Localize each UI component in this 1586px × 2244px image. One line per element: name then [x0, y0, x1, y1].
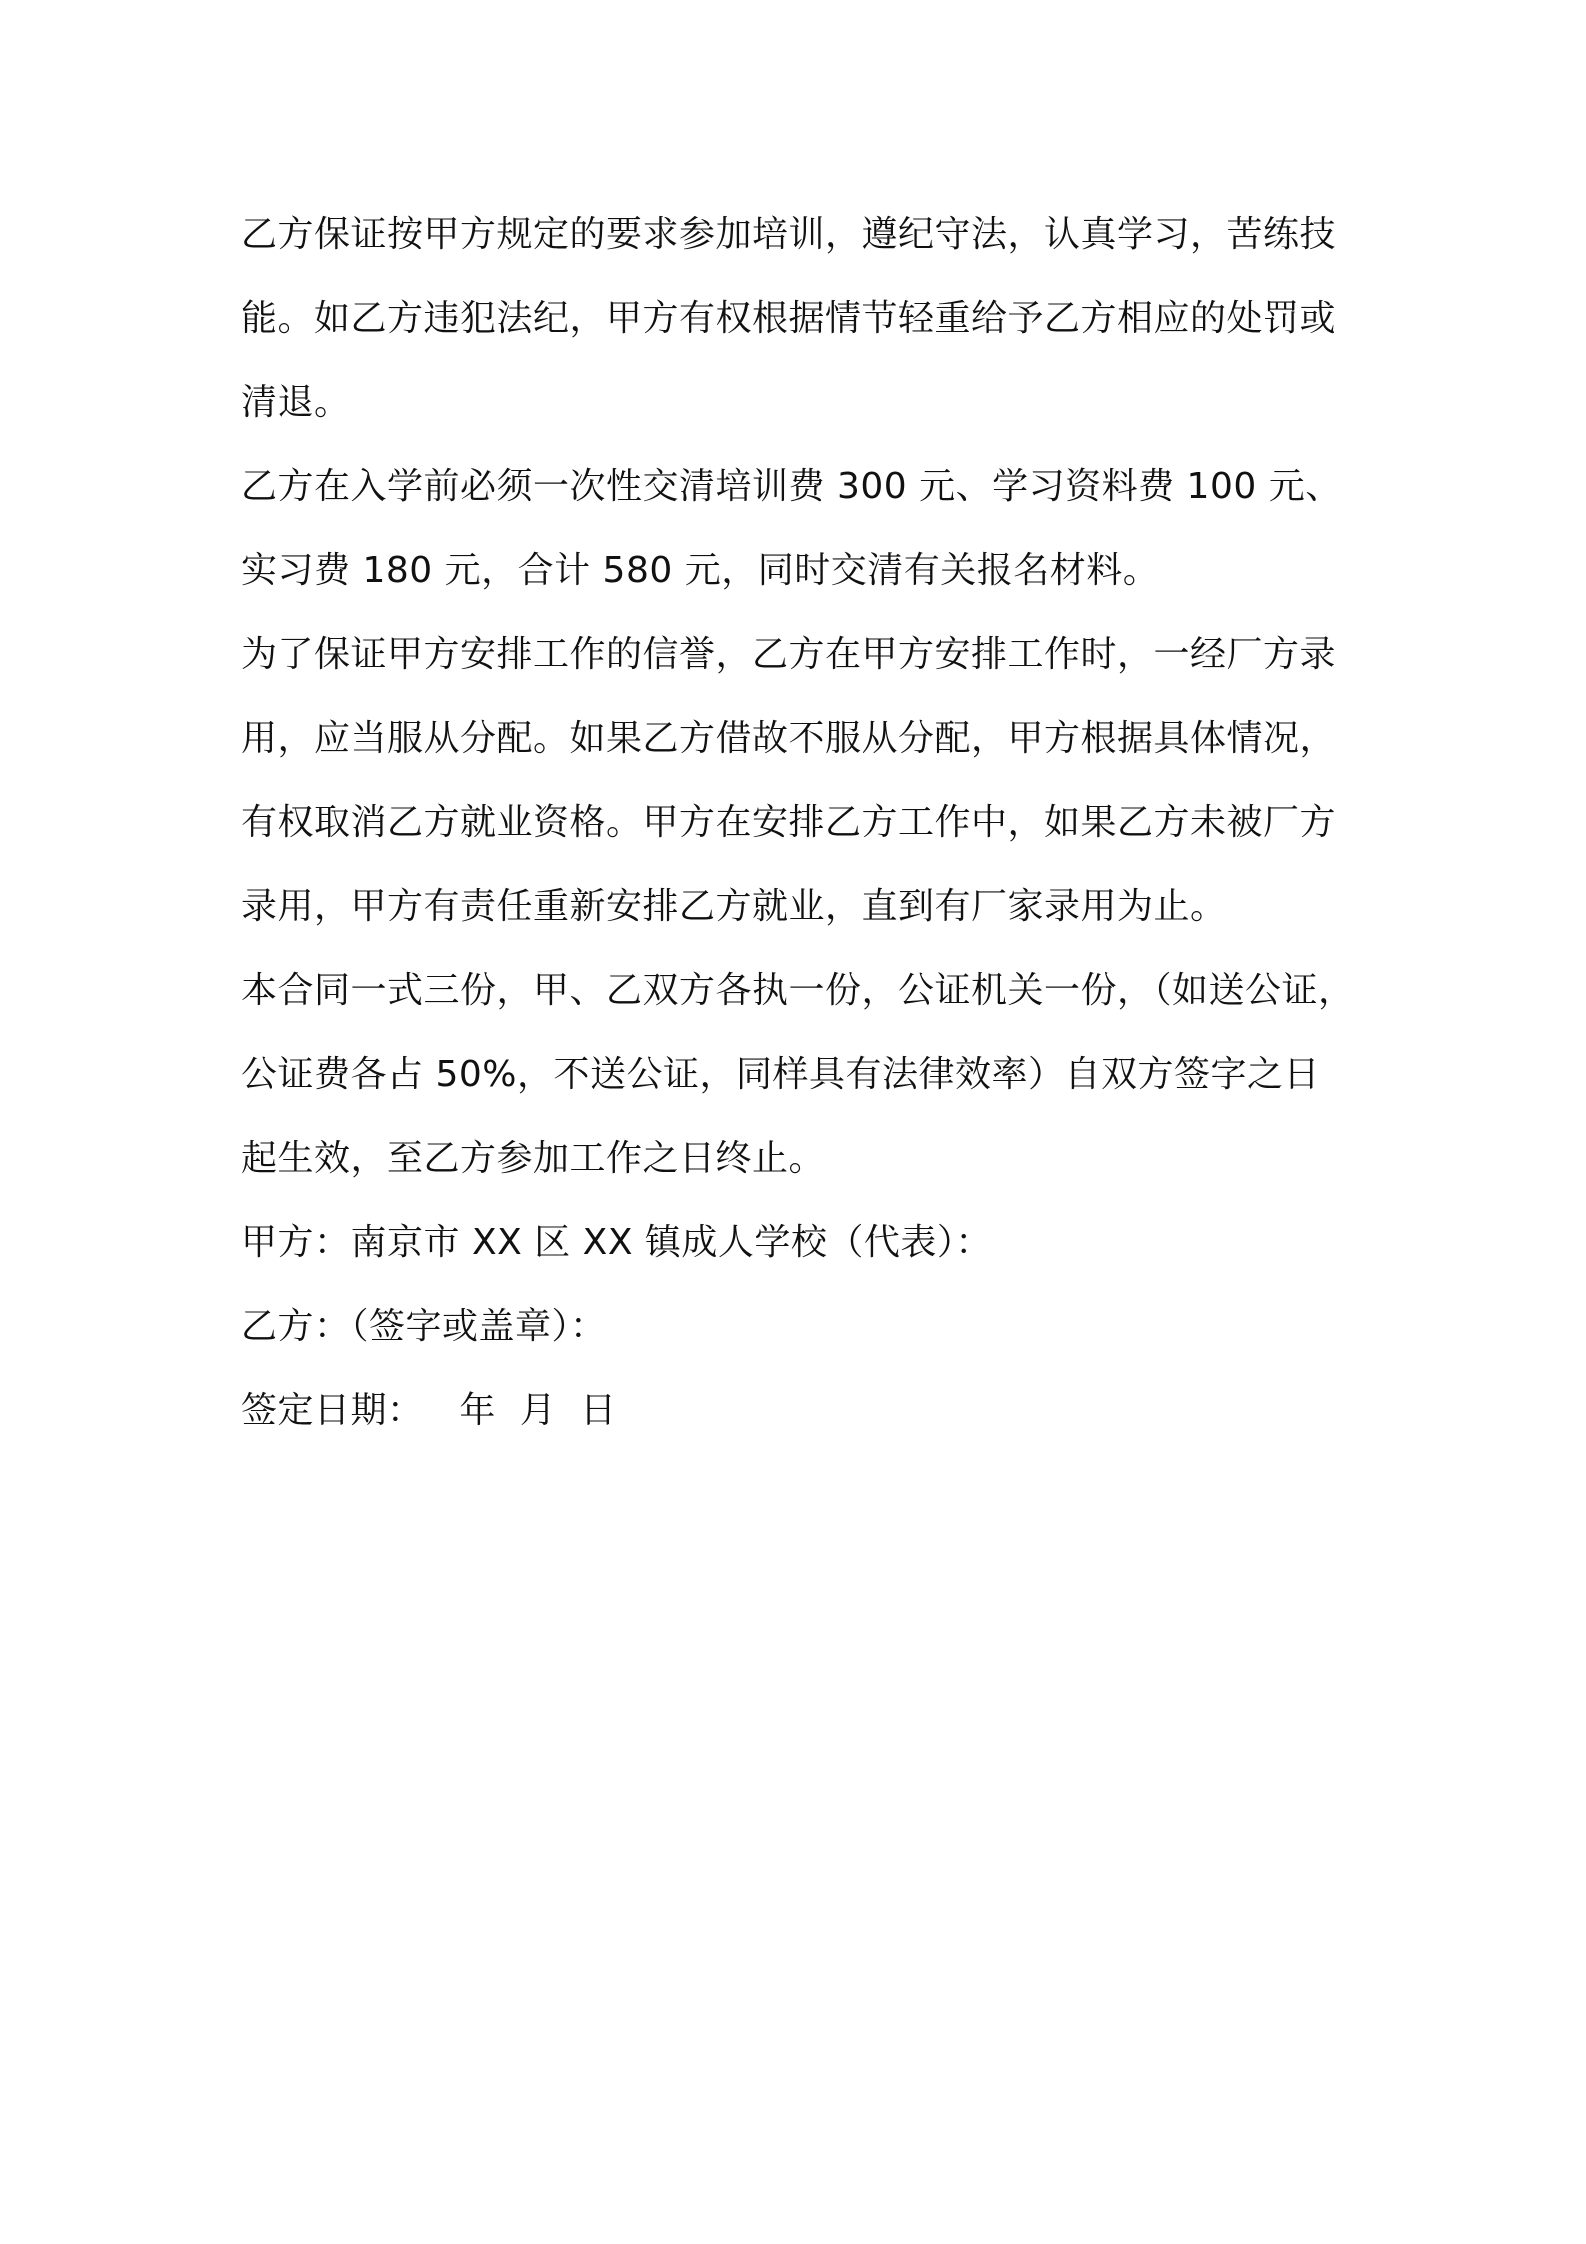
text-line: 有权取消乙方就业资格。甲方在安排乙方工作中，如果乙方未被厂方: [241, 802, 1337, 843]
text-line: 乙方在入学前必须一次性交清培训费 300 元、学习资料费 100 元、: [241, 466, 1342, 507]
text-line: 能。如乙方违犯法纪，甲方有权根据情节轻重给予乙方相应的处罚或: [241, 298, 1337, 339]
signing-date-line: 签定日期： 年 月 日: [241, 1390, 617, 1431]
text-line: 实习费 180 元，合计 580 元，同时交清有关报名材料。: [241, 550, 1160, 591]
clause-fees: [241, 445, 1361, 613]
text-line: 为了保证甲方安排工作的信誉，乙方在甲方安排工作时，一经厂方录: [241, 634, 1337, 675]
clause-training-obligation: [241, 193, 1361, 445]
clause-job-assignment: [241, 613, 1361, 949]
text-line: 起生效，至乙方参加工作之日终止。: [241, 1138, 826, 1179]
text-line: 乙方保证按甲方规定的要求参加培训，遵纪守法，认真学习，苦练技: [241, 214, 1337, 255]
text-line: 用，应当服从分配。如果乙方借故不服从分配，甲方根据具体情况，: [241, 718, 1337, 759]
clause-contract-copies: [241, 949, 1361, 1201]
text-line: 公证费各占 50%，不送公证，同样具有法律效率）自双方签字之日: [241, 1054, 1320, 1095]
text-line: 清退。: [241, 382, 351, 423]
text-line: 录用，甲方有责任重新安排乙方就业，直到有厂家录用为止。: [241, 886, 1227, 927]
text-line: 本合同一式三份，甲、乙双方各执一份，公证机关一份，（如送公证，: [241, 970, 1355, 1011]
party-b-signature-line: 乙方：（签字或盖章）：: [241, 1306, 607, 1347]
document-body: [241, 193, 1361, 1453]
party-a-signature-line: 甲方：南京市 XX 区 XX 镇成人学校（代表）：: [241, 1222, 992, 1263]
